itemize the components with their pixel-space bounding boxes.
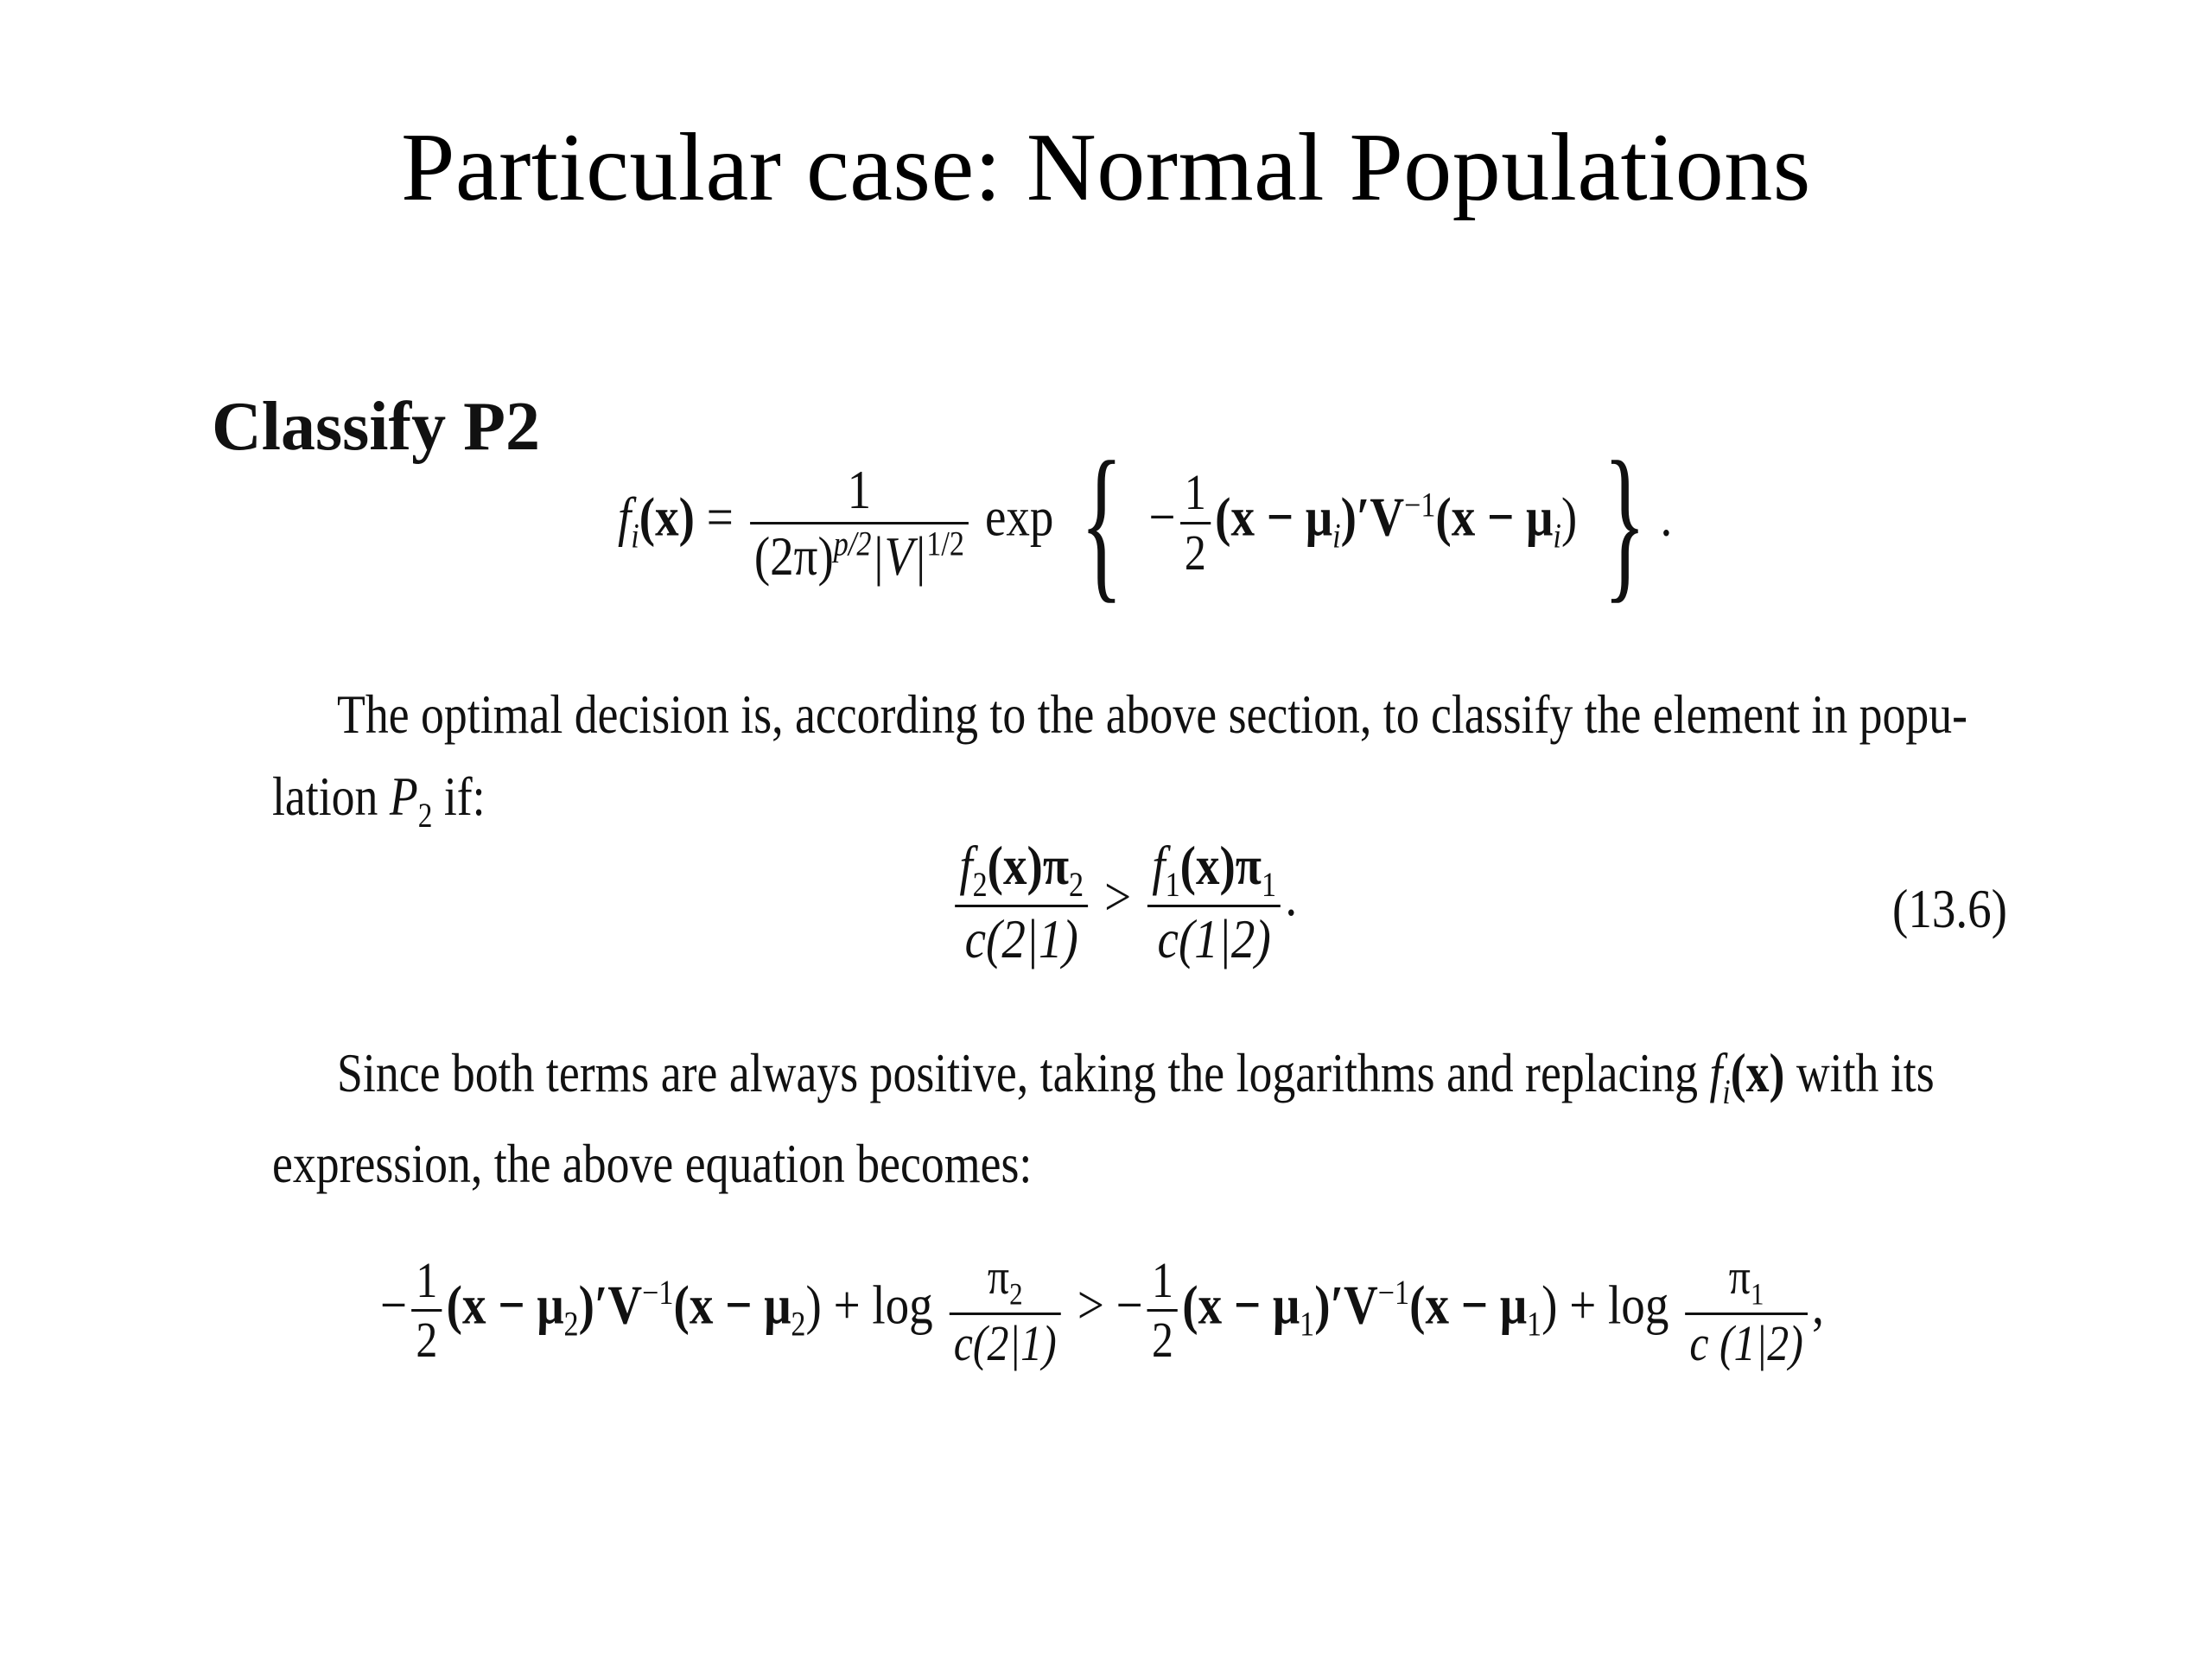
- normalizing-fraction: $\frac{1}{(2\pi)^{p/2}|V|^{1/2}}$: [750, 458, 969, 588]
- lhs-fraction: $\frac{f_2(x)\pi_2}{c(2|1)}$: [955, 834, 1088, 971]
- slide-title: Particular case: Normal Populations: [401, 114, 1811, 221]
- paragraph-2-line-2: expression, the above equation becomes:: [272, 1133, 1033, 1194]
- half-fraction: $\frac{1}{2}$: [1180, 464, 1211, 582]
- decision-inequality: $\frac{f_2(x)\pi_2}{c(2|1)}$ > $\frac{f_1(x)\pi_1}{c(1|2)}$ .: [950, 834, 1297, 971]
- density-formula: $f_i(x)$ = $\frac{1}{(2\pi)^{p/2}|V|^{1/2}}$ exp { − $\frac{1}{2}$ $(x - \mu_i)'V^{-1}(x - \mu_i)$ } .: [618, 427, 1673, 618]
- paragraph-2-line-1: Since both terms are always positive, taking the logarithms and replacing $f_i(x)$ with its: [337, 1042, 1935, 1111]
- clipped-heading-fragment: Classify P2: [212, 389, 540, 465]
- equation-number: (13.6): [1892, 878, 2007, 939]
- paragraph-1-line-1: The optimal decision is, according to the above section, to classify the element in popu-: [337, 683, 1968, 745]
- rhs-fraction: $\frac{f_1(x)\pi_1}{c(1|2)}$: [1147, 834, 1281, 971]
- log-inequality: − $\frac{1}{2}$ $(x - \mu_2)'V^{-1}(x - \mu_2) + \log$ $\frac{\pi_2}{c(2|1)}$ > − $\frac{1}{2}$ $(x - \mu_1)'V^{-1}(x - \mu_1) + \log$ $\frac{\pi_1}{c (1|2)}$ ,: [380, 1249, 1824, 1371]
- paragraph-1-line-2: lation $P_2$ if:: [272, 766, 486, 835]
